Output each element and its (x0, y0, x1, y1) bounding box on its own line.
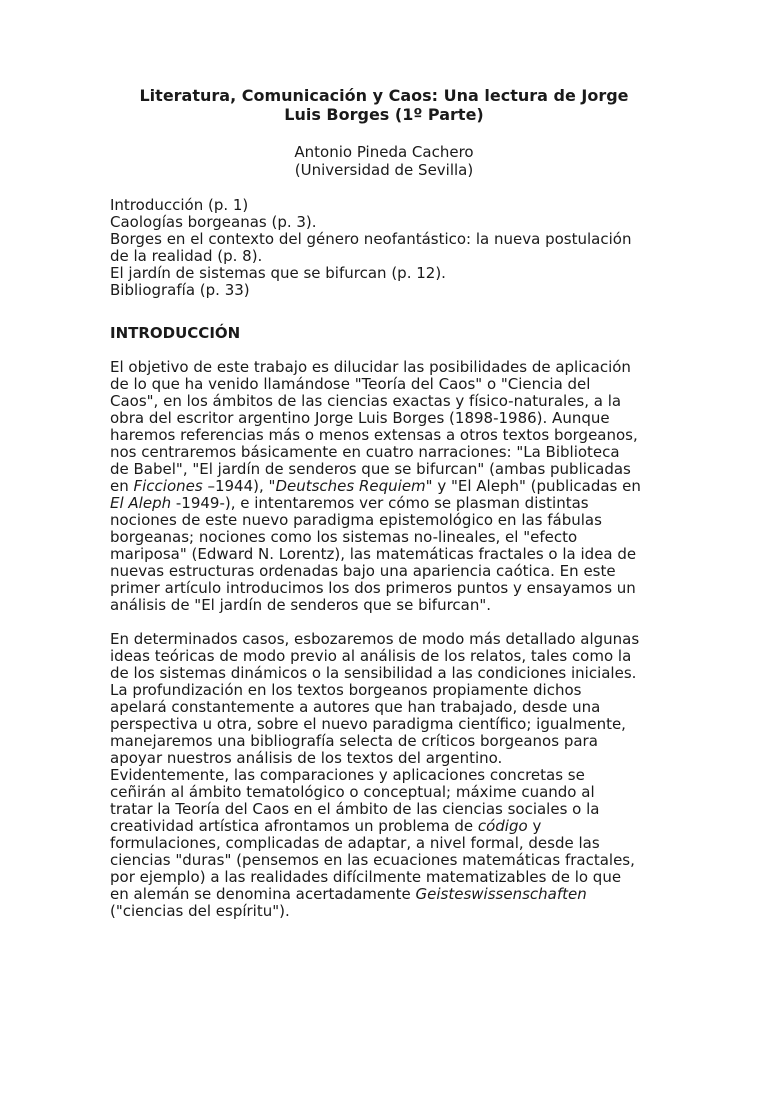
text-line: primer artículo introducimos los dos primeros puntos y ensayamos un (110, 579, 636, 597)
italic-text: El Aleph (110, 494, 172, 512)
text-line: En determinados casos, esbozaremos de modo más detallado algunas (110, 630, 640, 648)
text-line: análisis de "El jardín de senderos que se bifurcan". (110, 596, 492, 614)
author-affiliation: (Universidad de Sevilla) (294, 161, 474, 179)
title-line: Literatura, Comunicación y Caos: Una lectura de Jorge (139, 86, 629, 105)
text-line: perspectiva u otra, sobre el nuevo paradigma científico; igualmente, (110, 715, 626, 733)
document-page (0, 86, 768, 1110)
title-line: Luis Borges (1º Parte) (284, 105, 484, 124)
text-line: ("ciencias del espíritu"). (110, 902, 290, 920)
italic-text: Deutsches Requiem (275, 477, 426, 495)
author-name: Antonio Pineda Cachero (294, 143, 474, 161)
section-heading: INTRODUCCIÓN (110, 324, 241, 342)
toc-line: Caologías borgeanas (p. 3). (110, 213, 317, 231)
paragraph-2 (110, 631, 658, 920)
text-line: apoyar nuestros análisis de los textos del argentino. (110, 749, 503, 767)
toc-line: de la realidad (p. 8). (110, 247, 263, 265)
text-line: de lo que ha venido llamándose "Teoría del Caos" o "Ciencia del (110, 375, 591, 393)
text-line: manejaremos una bibliografía selecta de críticos borgeanos para (110, 732, 598, 750)
text-line: ciencias "duras" (pensemos en las ecuaciones matemáticas fractales, (110, 851, 635, 869)
text-line: Caos", en los ámbitos de las ciencias exactas y físico-naturales, a la (110, 392, 622, 410)
text-line: apelará constantemente a autores que han trabajado, desde una (110, 698, 601, 716)
text-line: tratar la Teoría del Caos en el ámbito de las ciencias sociales o la (110, 800, 600, 818)
text-line: borgeanas; nociones como los sistemas no-lineales, el "efecto (110, 528, 578, 546)
text-line: obra del escritor argentino Jorge Luis Borges (1898-1986). Aunque (110, 409, 610, 427)
text-line: nuevas estructuras ordenadas bajo una apariencia caótica. En este (110, 562, 616, 580)
text-line: de los sistemas dinámicos o la sensibilidad a las condiciones iniciales. (110, 664, 637, 682)
text-line: en Ficciones –1944), "Deutsches Requiem" y "El Aleph" (publicadas en (110, 477, 641, 495)
text-line: en alemán se denomina acertadamente Geisteswissenschaften (110, 885, 587, 903)
toc-line: Bibliografía (p. 33) (110, 281, 250, 299)
text-line: formulaciones, complicadas de adaptar, a nivel formal, desde las (110, 834, 600, 852)
text-line: mariposa" (Edward N. Lorentz), las matemáticas fractales o la idea de (110, 545, 637, 563)
author-block (110, 143, 658, 179)
italic-text: Geisteswissenschaften (415, 885, 587, 903)
document-title (110, 86, 658, 124)
text-line: nos centraremos básicamente en cuatro narraciones: "La Biblioteca (110, 443, 620, 461)
table-of-contents (110, 197, 658, 299)
italic-text: código (477, 817, 528, 835)
text-line: Evidentemente, las comparaciones y aplicaciones concretas se (110, 766, 585, 784)
italic-text: Ficciones (133, 477, 203, 495)
text-line: creatividad artística afrontamos un problema de código y (110, 817, 542, 835)
toc-line: Introducción (p. 1) (110, 196, 249, 214)
toc-line: El jardín de sistemas que se bifurcan (p. 12). (110, 264, 446, 282)
text-line: ideas teóricas de modo previo al análisis de los relatos, tales como la (110, 647, 632, 665)
text-line: por ejemplo) a las realidades difícilmente matematizables de lo que (110, 868, 622, 886)
text-line: ceñirán al ámbito tematológico o conceptual; máxime cuando al (110, 783, 595, 801)
toc-line: Borges en el contexto del género neofantástico: la nueva postulación (110, 230, 632, 248)
text-line: El Aleph -1949-), e intentaremos ver cómo se plasman distintas (110, 494, 589, 512)
text-line: La profundización en los textos borgeanos propiamente dichos (110, 681, 582, 699)
text-line: El objetivo de este trabajo es dilucidar las posibilidades de aplicación (110, 358, 631, 376)
paragraph-1 (110, 359, 658, 614)
text-line: de Babel", "El jardín de senderos que se bifurcan" (ambas publicadas (110, 460, 631, 478)
text-line: nociones de este nuevo paradigma epistemológico en las fábulas (110, 511, 602, 529)
text-line: haremos referencias más o menos extensas a otros textos borgeanos, (110, 426, 638, 444)
